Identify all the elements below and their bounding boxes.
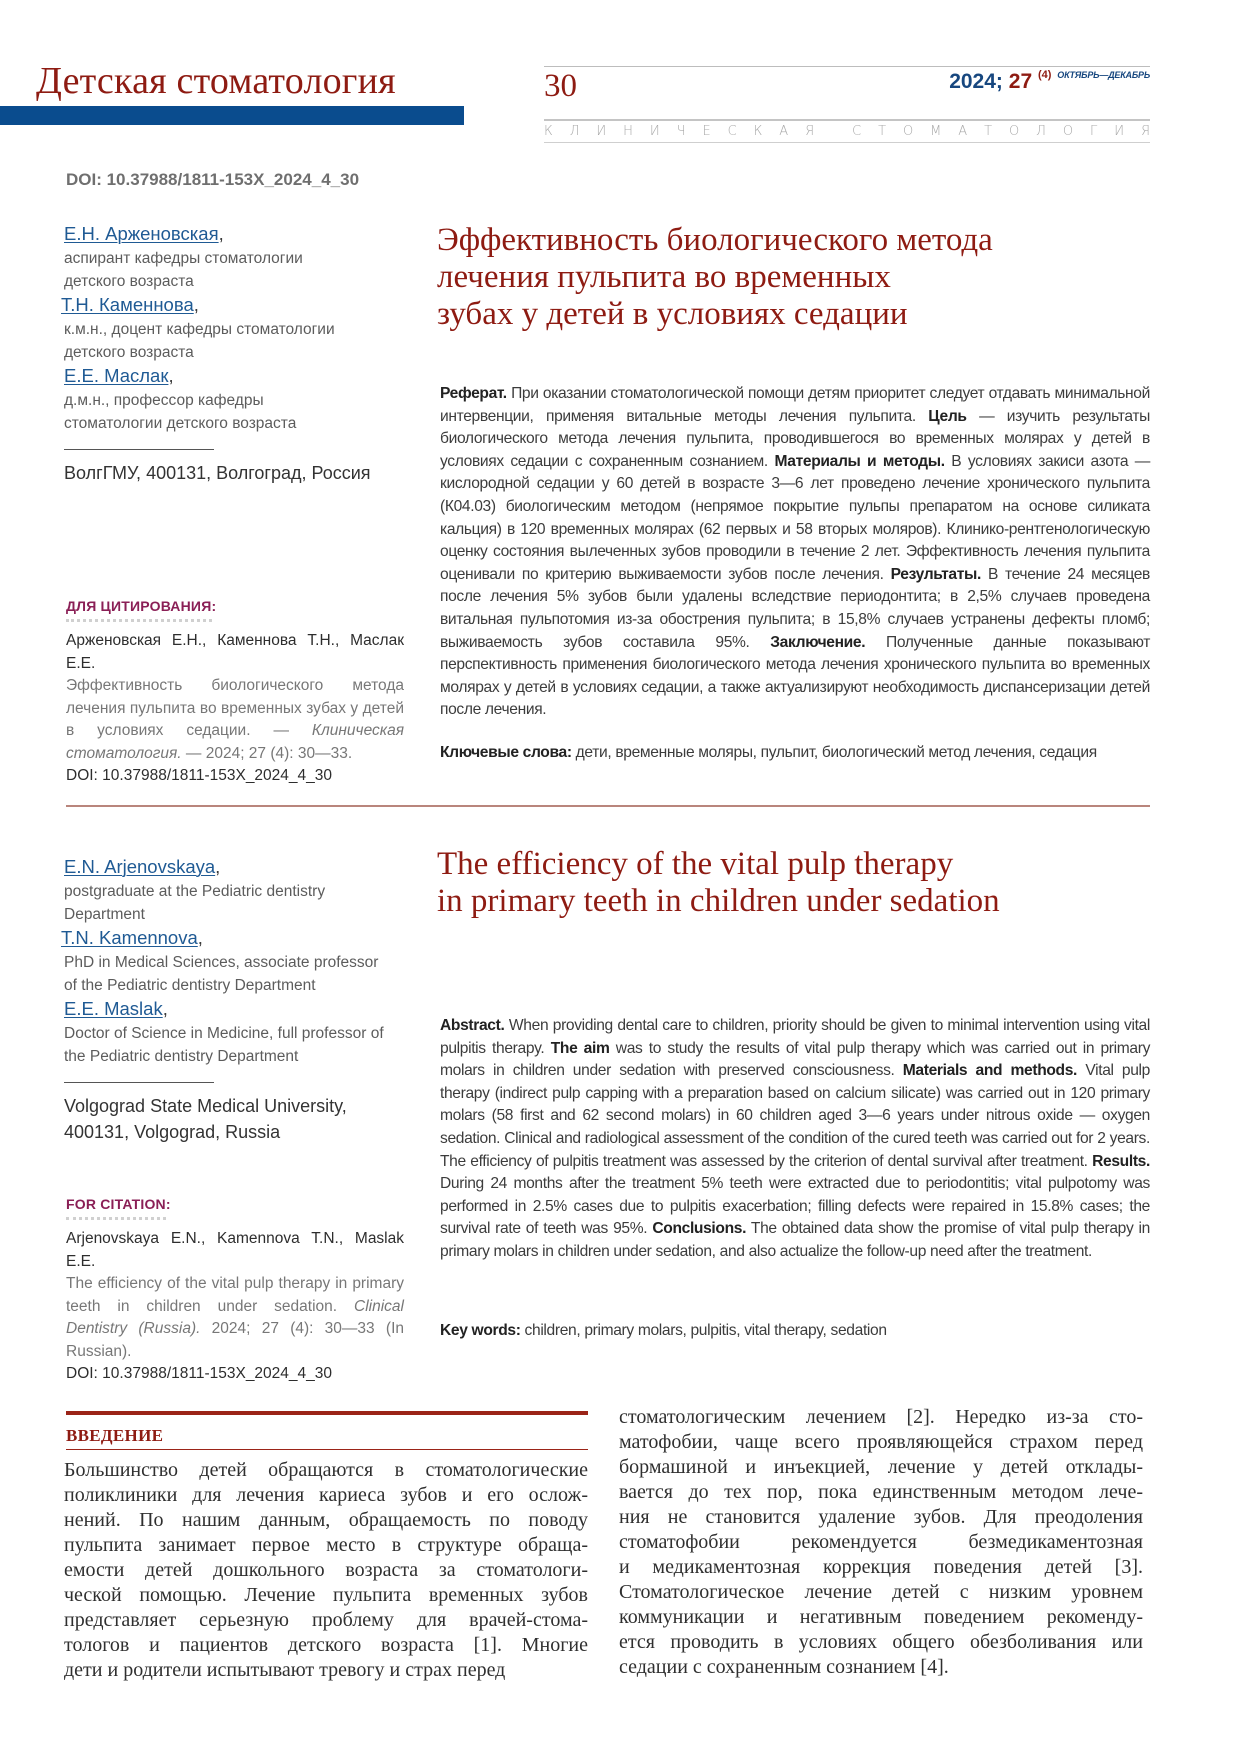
- body-text-line: нений. По нашим данным, обращаемость по поводу: [64, 1509, 588, 1531]
- section-letter: И: [596, 124, 607, 139]
- citation-title: The efficiency of the vital pulp therapy in primary teeth in children under sedation.: [66, 1275, 404, 1315]
- separator: [64, 1082, 214, 1083]
- body-text-line: и медикаментозная коррекция поведения детей [3].: [619, 1556, 1143, 1578]
- issue-info: [949, 70, 1150, 92]
- results-text: В течение 24 месяцев после лечения 5% зубов были удалены вследствие периодонтита; в 2,5% случаев проведена витальная пульпотомия из-за обострения пульпита; в 15,8% случаев устранены дефекты пломб; выживаемость зубов составила 95%.: [440, 565, 1150, 651]
- body-text-line: Большинство детей обращаются в стоматологические: [64, 1459, 588, 1481]
- section-letter: Т: [878, 124, 887, 139]
- citation-authors: Arjenovskaya E.N., Kamennova T.N., Maslak E.E.: [66, 1230, 404, 1270]
- section-letter: Я: [805, 124, 815, 139]
- institution-line: Volgograd State Medical University,: [64, 1096, 347, 1116]
- dotted-rule: [66, 1217, 166, 1224]
- author-link[interactable]: Е.Н. Арженовская: [64, 223, 219, 244]
- keywords-label: Ключевые слова:: [440, 744, 572, 761]
- conclusion-text: Полученные данные показывают перспективность применения биологического метода лечения хронического пульпита во временных молярах у детей в условиях седации, а также актуализируют необходимость диспансеризации детей после лечения.: [440, 633, 1150, 719]
- title-line: лечения пульпита во временных: [437, 259, 891, 295]
- citation-details: 2024; 27 (4): 30—33 (In Russian).: [66, 1320, 405, 1360]
- article-title-en: [437, 846, 1157, 920]
- body-text-line: пульпита занимает первое место в структуре обраща-: [64, 1534, 588, 1556]
- body-text-line: ческой помощью. Лечение пульпита временных зубов: [64, 1584, 588, 1606]
- abstract-en: [440, 1015, 1150, 1264]
- section-letter: А: [779, 124, 789, 139]
- page-number: 30: [544, 68, 577, 104]
- abstract-text: При оказании стоматологической помощи детям приоритет следует отдавать минимальной интервенции, применяя витальные методы лечения пульпита.: [440, 385, 1150, 425]
- results-label: Results.: [1092, 1152, 1150, 1170]
- body-text-line: бормашиной и инъекцией, лечение у детей отклады-: [619, 1456, 1143, 1478]
- section-letter: М: [930, 124, 942, 139]
- results-text: During 24 months after the treatment 5% teeth were extracted due to periodontitis; vital pulpotomy was performed in 2.5% cases due to pulpitis exacerbation; filling defects were repaired in 15.8% cases; the survival rate of teeth was 95%.: [440, 1175, 1150, 1238]
- section-letter: Н: [623, 124, 633, 139]
- keywords-text: children, primary molars, pulpitis, vital therapy, sedation: [520, 1322, 887, 1339]
- aim-text: — изучить результаты биологического метода лечения пульпита, проводившегося во временных молярах у детей в условиях седации с сохраненным сознанием.: [440, 407, 1150, 470]
- body-column-right: [619, 1405, 1143, 1680]
- section-label: [544, 124, 1150, 140]
- header-rule-mid: [544, 119, 1150, 121]
- methods-label: Materials and methods.: [902, 1062, 1078, 1080]
- header-rule-bottom: [544, 142, 1150, 143]
- methods-label: Материалы и методы.: [774, 452, 945, 470]
- doi[interactable]: DOI: 10.37988/1811-153X_2024_4_30: [66, 170, 360, 189]
- author-affiliation: к.м.н., доцент кафедры стоматологии детского возраста: [64, 321, 335, 361]
- conclusion-label: Conclusions.: [652, 1220, 747, 1238]
- institution-line: 400131, Volgograd, Russia: [64, 1122, 281, 1142]
- abstract-text: When providing dental care to children, priority should be given to minimal intervention using vital pulpitis therapy.: [440, 1017, 1150, 1057]
- section-letter: Я: [1140, 124, 1150, 139]
- issue-year: 2024;: [949, 70, 1003, 93]
- author-link[interactable]: E.N. Arjenovskaya: [64, 856, 216, 877]
- citation-journal: Клиническая стоматология.: [66, 722, 404, 762]
- author-affiliation: аспирант кафедры стоматологии детского возраста: [64, 250, 303, 290]
- citation-journal: Clinical Dentistry (Russia).: [66, 1297, 404, 1337]
- body-text-line: представляет серьезную проблему для врачей-стома-: [64, 1609, 588, 1631]
- section-rule-top: [66, 1411, 588, 1415]
- citation-title: Эффективность биологического метода лечения пульпита во временных зубах у детей в условиях седации. —: [66, 677, 404, 739]
- methods-text: Vital pulp therapy (indirect pulp capping with a preparation based on calcium silicate) was carried out in 120 primary molars (58 first and 62 second molars) in 60 children aged 3—6 years under nitrous oxide — oxygen sedation. Clinical and radiological assessment of the condition of the cured teeth was carried out for 2 years. The efficiency of pulpitis treatment was assessed by the criterion of dental survival after treatment.: [440, 1062, 1150, 1170]
- body-text-line: Стоматологическое лечение детей с низким уровнем: [619, 1581, 1143, 1603]
- dotted-rule: [66, 619, 212, 626]
- authors-ru: Е.Н. Арженовская, аспирант кафедры стоматологии детского возраста Т.Н. Каменнова, к.м.н., доцент кафедры стоматологии детского возраста Е.Е. Маслак, д.м.н., профессор кафедры стоматологии детского возраста ВолгГМУ, 400131, Волгоград, Россия: [64, 222, 394, 486]
- body-text-line: ется проводить в условиях общего обезболивания или: [619, 1631, 1143, 1653]
- citation-ru: [66, 630, 404, 788]
- title-line: in primary teeth in children under sedation: [437, 883, 1000, 919]
- abstract-label: Abstract.: [440, 1017, 505, 1034]
- section-letter: Л: [569, 124, 580, 139]
- section-letter: Т: [984, 124, 993, 139]
- section-letter: Г: [1090, 124, 1098, 139]
- issue-months: ОКТЯБРЬ—ДЕКАБРЬ: [1057, 70, 1150, 80]
- citation-en: [66, 1228, 404, 1386]
- aim-label: The aim: [550, 1039, 610, 1057]
- header-rule-top: [544, 66, 1150, 67]
- author-link[interactable]: E.E. Maslak: [64, 998, 163, 1019]
- keywords-en: [440, 1322, 1160, 1340]
- citation-doi[interactable]: DOI: 10.37988/1811-153X_2024_4_30: [66, 1365, 333, 1382]
- abstract-ru: [440, 383, 1150, 722]
- authors-en: E.N. Arjenovskaya, postgraduate at the Pediatric dentistry Department T.N. Kamennova, PhD in Medical Sciences, associate professor of the Pediatric dentistry Department E.E. Maslak, Doctor of Science in Medicine, full professor of the Pediatric dentistry Department Volgograd State Medical University, 400131, Volgograd, Russia: [64, 855, 394, 1145]
- body-text-line: вается до тех пор, пока единственным методом лече-: [619, 1481, 1143, 1503]
- section-letter: О: [903, 124, 914, 139]
- title-line: зубах у детей в условиях седации: [437, 296, 908, 332]
- author-affiliation: postgraduate at the Pediatric dentistry Department: [64, 883, 326, 923]
- article-title-ru: [437, 222, 1157, 333]
- body-text-line: матофобии, чаще всего проявляющейся страхом перед: [619, 1431, 1143, 1453]
- journal-title: Детская стоматология: [36, 60, 396, 102]
- issue-volume: 27: [1008, 70, 1033, 93]
- abstract-label: Реферат.: [440, 385, 507, 402]
- institution: ВолгГМУ, 400131, Волгоград, Россия: [64, 463, 371, 483]
- title-line: Эффективность биологического метода: [437, 222, 993, 258]
- section-heading-introduction: ВВЕДЕНИЕ: [66, 1426, 164, 1445]
- body-text-line: емости детей дошкольного возраста за стоматологи-: [64, 1559, 588, 1581]
- citation-heading: ДЛЯ ЦИТИРОВАНИЯ:: [66, 598, 217, 614]
- citation-details: — 2024; 27 (4): 30—33.: [181, 744, 353, 762]
- section-letter: [831, 124, 835, 140]
- keywords-ru: [440, 744, 1160, 762]
- section-letter: К: [544, 124, 553, 139]
- citation-heading: FOR CITATION:: [66, 1196, 171, 1212]
- body-text-line: поликлиники для лечения кариеса зубов и его ослож-: [64, 1484, 588, 1506]
- keywords-text: дети, временные моляры, пульпит, биологический метод лечения, седация: [571, 744, 1097, 761]
- title-line: The efficiency of the vital pulp therapy: [437, 846, 954, 882]
- body-text-line: дети и родители испытывают тревогу и страх перед: [64, 1659, 506, 1681]
- methods-text: В условиях закиси азота — кислородной седации у 60 детей в возрасте 3—6 лет проведено лечение хронического пульпита (К04.03) биологическим методом (непрямое покрытие пульпы препаратом на основе силиката кальция) в 120 временных молярах (62 первых и 58 вторых моляров). Клинико-рентгенологическую оценку состояния вылеченных зубов проводили в течение 2 лет. Эффективность лечения пульпита оценивали по критерию выживаемости зубов после лечения.: [440, 452, 1151, 583]
- section-letter: Е: [702, 124, 711, 139]
- section-letter: С: [852, 124, 862, 139]
- results-label: Результаты.: [890, 565, 981, 583]
- citation-authors: Арженовская Е.Н., Каменнова Т.Н., Маслак Е.Е.: [66, 632, 404, 672]
- section-rule-bottom: [66, 1449, 588, 1450]
- body-text-line: ния не становится удаление зубов. Для преодоления: [619, 1506, 1143, 1528]
- body-text-line: седации с сохраненным сознанием [4].: [619, 1656, 949, 1678]
- section-letter: С: [727, 124, 737, 139]
- section-letter: А: [958, 124, 968, 139]
- aim-label: Цель: [928, 407, 967, 425]
- conclusion-label: Заключение.: [770, 633, 866, 651]
- section-letter: О: [1062, 124, 1074, 139]
- author-affiliation: Doctor of Science in Medicine, full professor of the Pediatric dentistry Department: [64, 1025, 384, 1065]
- conclusion-text: The obtained data show the promise of vital pulp therapy in primary molars in children under sedation, and also actualize the follow-up need after the treatment.: [440, 1220, 1150, 1260]
- section-letter: Ч: [676, 124, 686, 139]
- language-divider: [66, 805, 1150, 807]
- body-text-line: коммуникации и негативным поведением рекоменду-: [619, 1606, 1143, 1628]
- aim-text: was to study the results of vital pulp therapy which was carried out in primary molars in children under sedation with preserved consciousness.: [440, 1039, 1151, 1080]
- section-letter: И: [649, 124, 660, 139]
- section-letter: И: [1114, 124, 1125, 139]
- separator: [64, 449, 214, 450]
- author-link[interactable]: Е.Е. Маслак: [64, 365, 169, 386]
- issue-number: (4): [1037, 69, 1052, 81]
- section-letter: О: [1009, 124, 1020, 139]
- section-letter: Л: [1036, 124, 1046, 139]
- body-text-line: стоматофобии рекомендуется безмедикаментозная: [619, 1531, 1143, 1553]
- body-text-line: тологов и пациентов детского возраста [1]. Многие: [64, 1634, 588, 1656]
- author-affiliation: д.м.н., профессор кафедры стоматологии детского возраста: [64, 392, 297, 432]
- body-text-line: стоматологическим лечением [2]. Нередко из-за сто-: [619, 1406, 1143, 1428]
- author-affiliation: PhD in Medical Sciences, associate professor of the Pediatric dentistry Department: [64, 954, 379, 994]
- section-letter: К: [753, 124, 763, 139]
- brand-bar: [0, 106, 464, 125]
- keywords-label: Key words:: [440, 1322, 521, 1339]
- citation-doi[interactable]: DOI: 10.37988/1811-153X_2024_4_30: [66, 767, 333, 784]
- body-column-left: [64, 1458, 588, 1683]
- author-link[interactable]: T.N. Kamennova: [61, 927, 198, 948]
- author-link[interactable]: Т.Н. Каменнова: [61, 294, 194, 315]
